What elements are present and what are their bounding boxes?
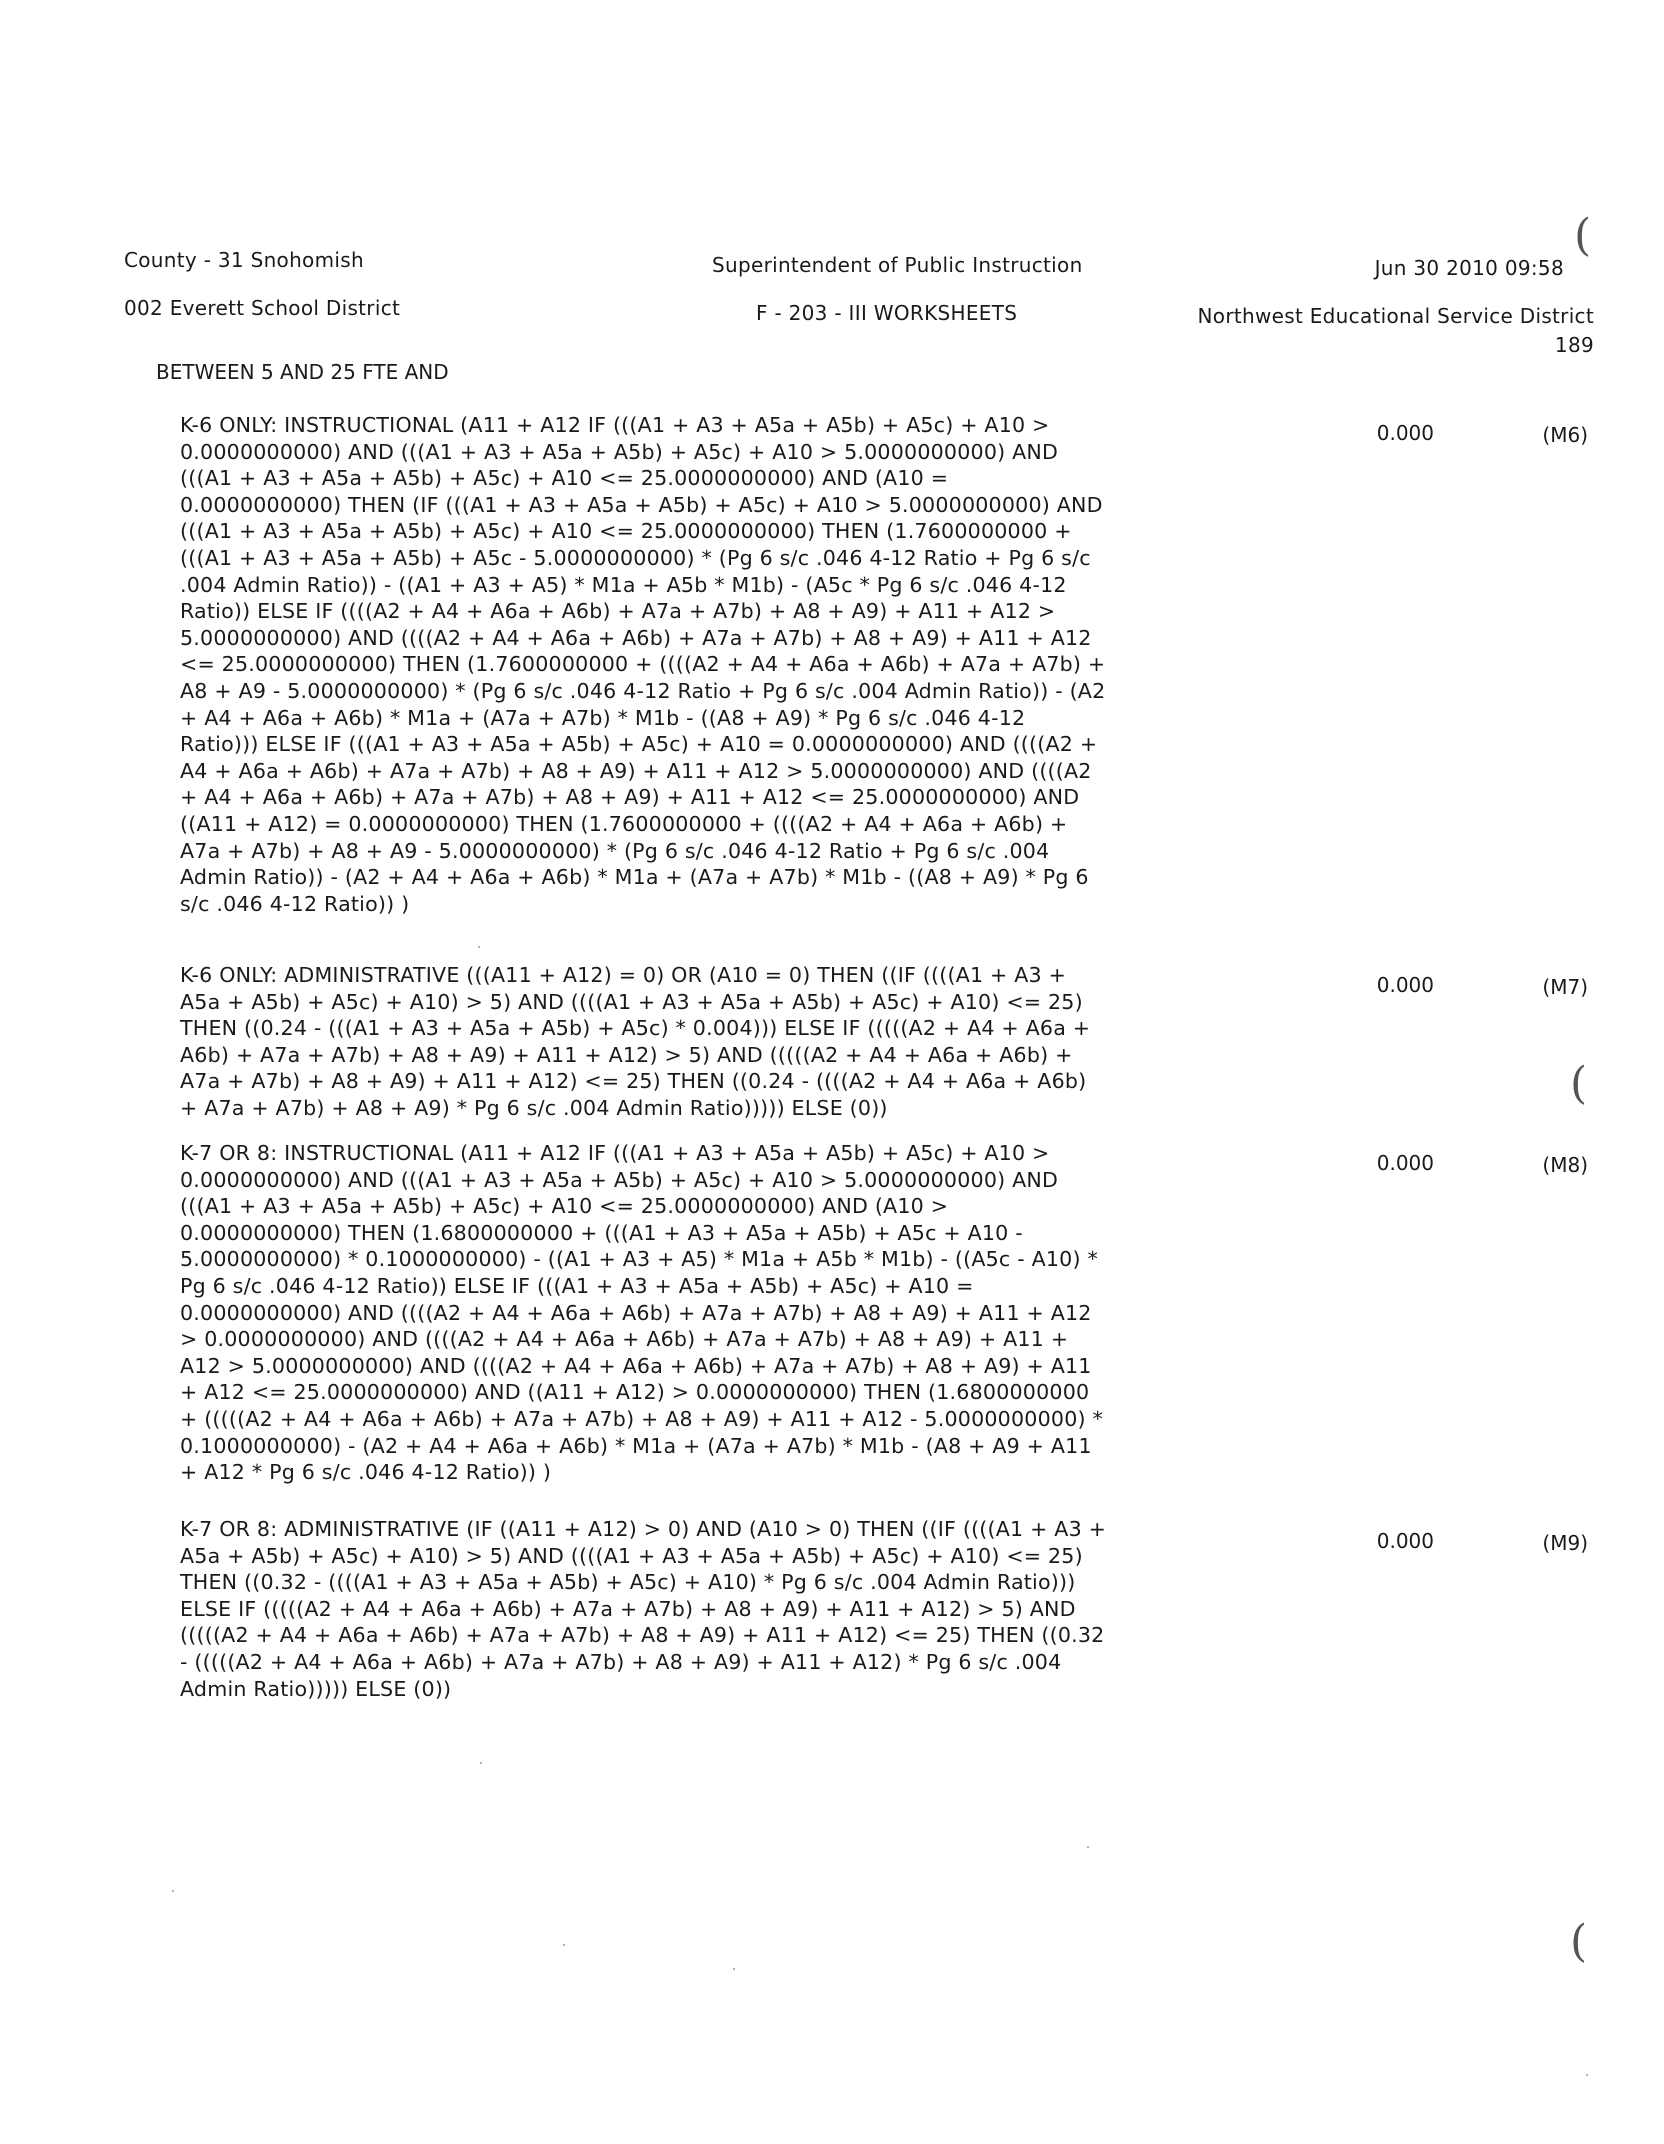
esd-label: Northwest Educational Service District	[1197, 304, 1594, 328]
formula-m6: K-6 ONLY: INSTRUCTIONAL (A11 + A12 IF (((A1 + A3 + A5a + A5b) + A5c) + A10 > 0.0000000000) AND (((A1 + A3 + A5a + A5b) + A5c) + A10 > 5.0000000000) AND (((A1 + A3 + A5a + A5b) + A5c) + A10 <= 25.0000000000) AND (A10 = 0.0000000000) THEN (IF (((A1 + A3 + A5a + A5b) + A5c) + A10 > 5.0000000000) AND (((A1 + A3 + A5a + A5b) + A5c) + A10 <= 25.0000000000) THEN (1.7600000000 + (((A1 + A3 + A5a + A5b) + A5c - 5.0000000000) * (Pg 6 s/c .046 4-12 Ratio + Pg 6 s/c .004 Admin Ratio)) - ((A1 + A3 + A5) * M1a + A5b * M1b) - (A5c * Pg 6 s/c .046 4-12 Ratio)) ELSE IF ((((A2 + A4 + A6a + A6b) + A7a + A7b) + A8 + A9) + A11 + A12 > 5.0000000000) AND ((((A2 + A4 + A6a + A6b) + A7a + A7b) + A8 + A9) + A11 + A12 <= 25.0000000000) THEN (1.7600000000 + ((((A2 + A4 + A6a + A6b) + A7a + A7b) + A8 + A9 - 5.0000000000) * (Pg 6 s/c .046 4-12 Ratio + Pg 6 s/c .004 Admin Ratio)) - (A2 + A4 + A6a + A6b) * M1a + (A7a + A7b) * M1b - ((A8 + A9) * Pg 6 s/c .046 4-12 Ratio))) ELSE IF (((A1 + A3 + A5a + A5b) + A5c) + A10 = 0.0000000000) AND ((((A2 + A4 + A6a + A6b) + A7a + A7b) + A8 + A9) + A11 + A12 > 5.0000000000) AND ((((A2 + A4 + A6a + A6b) + A7a + A7b) + A8 + A9) + A11 + A12 <= 25.0000000000) AND ((A11 + A12) = 0.0000000000) THEN (1.7600000000 + ((((A2 + A4 + A6a + A6b) + A7a + A7b) + A8 + A9 - 5.0000000000) * (Pg 6 s/c .046 4-12 Ratio + Pg 6 s/c .004 Admin Ratio)) - (A2 + A4 + A6a + A6b) * M1a + (A7a + A7b) * M1b - ((A8 + A9) * Pg 6 s/c .046 4-12 Ratio)) )	[180, 413, 1106, 916]
scan-speck	[480, 1762, 482, 1764]
punch-hole-mark-top: (	[1574, 210, 1592, 261]
code-m9: (M9)	[1542, 1531, 1588, 1555]
code-m7: (M7)	[1542, 975, 1588, 999]
code-m8: (M8)	[1542, 1153, 1588, 1177]
scan-speck	[733, 1968, 735, 1970]
scan-speck	[1087, 1846, 1089, 1848]
report-datetime: Jun 30 2010 09:58	[1374, 256, 1564, 280]
punch-hole-mark-middle: (	[1570, 1058, 1588, 1109]
formula-m9: K-7 OR 8: ADMINISTRATIVE (IF ((A11 + A12) > 0) AND (A10 > 0) THEN ((IF ((((A1 + A3 + A5a + A5b) + A5c) + A10) > 5) AND ((((A1 + A3 + A5a + A5b) + A5c) + A10) <= 25) THEN ((0.32 - ((((A1 + A3 + A5a + A5b) + A5c) + A10) * Pg 6 s/c .004 Admin Ratio))) ELSE IF (((((A2 + A4 + A6a + A6b) + A7a + A7b) + A8 + A9) + A11 + A12) > 5) AND (((((A2 + A4 + A6a + A6b) + A7a + A7b) + A8 + A9) + A11 + A12) <= 25) THEN ((0.32 - (((((A2 + A4 + A6a + A6b) + A7a + A7b) + A8 + A9) + A11 + A12) * Pg 6 s/c .004 Admin Ratio))))) ELSE (0))	[180, 1517, 1107, 1701]
scan-speck	[563, 1944, 565, 1946]
formula-m7: K-6 ONLY: ADMINISTRATIVE (((A11 + A12) = 0) OR (A10 = 0) THEN ((IF ((((A1 + A3 + A5a + A5b) + A5c) + A10) > 5) AND ((((A1 + A3 + A5a + A5b) + A5c) + A10) <= 25) THEN ((0.24 - (((A1 + A3 + A5a + A5b) + A5c) * 0.004))) ELSE IF (((((A2 + A4 + A6a + A6b) + A7a + A7b) + A8 + A9) + A11 + A12) > 5) AND (((((A2 + A4 + A6a + A6b) + A7a + A7b) + A8 + A9) + A11 + A12) <= 25) THEN ((0.24 - ((((A2 + A4 + A6a + A6b) + A7a + A7b) + A8 + A9) * Pg 6 s/c .004 Admin Ratio))))) ELSE (0))	[180, 963, 1091, 1120]
scan-speck	[1586, 2074, 1588, 2076]
scan-speck	[172, 1890, 174, 1892]
county-label: County - 31 Snohomish	[124, 248, 364, 272]
report-title: F - 203 - III WORKSHEETS	[756, 301, 1018, 325]
formula-m8: K-7 OR 8: INSTRUCTIONAL (A11 + A12 IF (((A1 + A3 + A5a + A5b) + A5c) + A10 > 0.0000000000) AND (((A1 + A3 + A5a + A5b) + A5c) + A10 > 5.0000000000) AND (((A1 + A3 + A5a + A5b) + A5c) + A10 <= 25.0000000000) AND (A10 > 0.0000000000) THEN (1.6800000000 + (((A1 + A3 + A5a + A5b) + A5c + A10 - 5.0000000000) * 0.1000000000) - ((A1 + A3 + A5) * M1a + A5b * M1b) - ((A5c - A10) * Pg 6 s/c .046 4-12 Ratio)) ELSE IF (((A1 + A3 + A5a + A5b) + A5c) + A10 = 0.0000000000) AND ((((A2 + A4 + A6a + A6b) + A7a + A7b) + A8 + A9) + A11 + A12 > 0.0000000000) AND ((((A2 + A4 + A6a + A6b) + A7a + A7b) + A8 + A9) + A11 + A12 > 5.0000000000) AND ((((A2 + A4 + A6a + A6b) + A7a + A7b) + A8 + A9) + A11 + A12 <= 25.0000000000) AND ((A11 + A12) > 0.0000000000) THEN (1.6800000000 + (((((A2 + A4 + A6a + A6b) + A7a + A7b) + A8 + A9) + A11 + A12 - 5.0000000000) * 0.1000000000) - (A2 + A4 + A6a + A6b) * M1a + (A7a + A7b) * M1b - (A8 + A9 + A11 + A12 * Pg 6 s/c .046 4-12 Ratio)) )	[180, 1141, 1103, 1485]
scan-speck	[478, 946, 480, 948]
value-m7: 0.000	[1376, 973, 1434, 997]
value-m9: 0.000	[1376, 1529, 1434, 1553]
value-m8: 0.000	[1376, 1151, 1434, 1175]
code-m6: (M6)	[1542, 423, 1588, 447]
district-label: 002 Everett School District	[124, 296, 401, 320]
agency-label: Superintendent of Public Instruction	[712, 253, 1083, 277]
esd-number: 189	[1554, 333, 1594, 357]
value-m6: 0.000	[1376, 421, 1434, 445]
punch-hole-mark-bottom: (	[1570, 1916, 1588, 1967]
section-heading: BETWEEN 5 AND 25 FTE AND	[156, 360, 449, 384]
